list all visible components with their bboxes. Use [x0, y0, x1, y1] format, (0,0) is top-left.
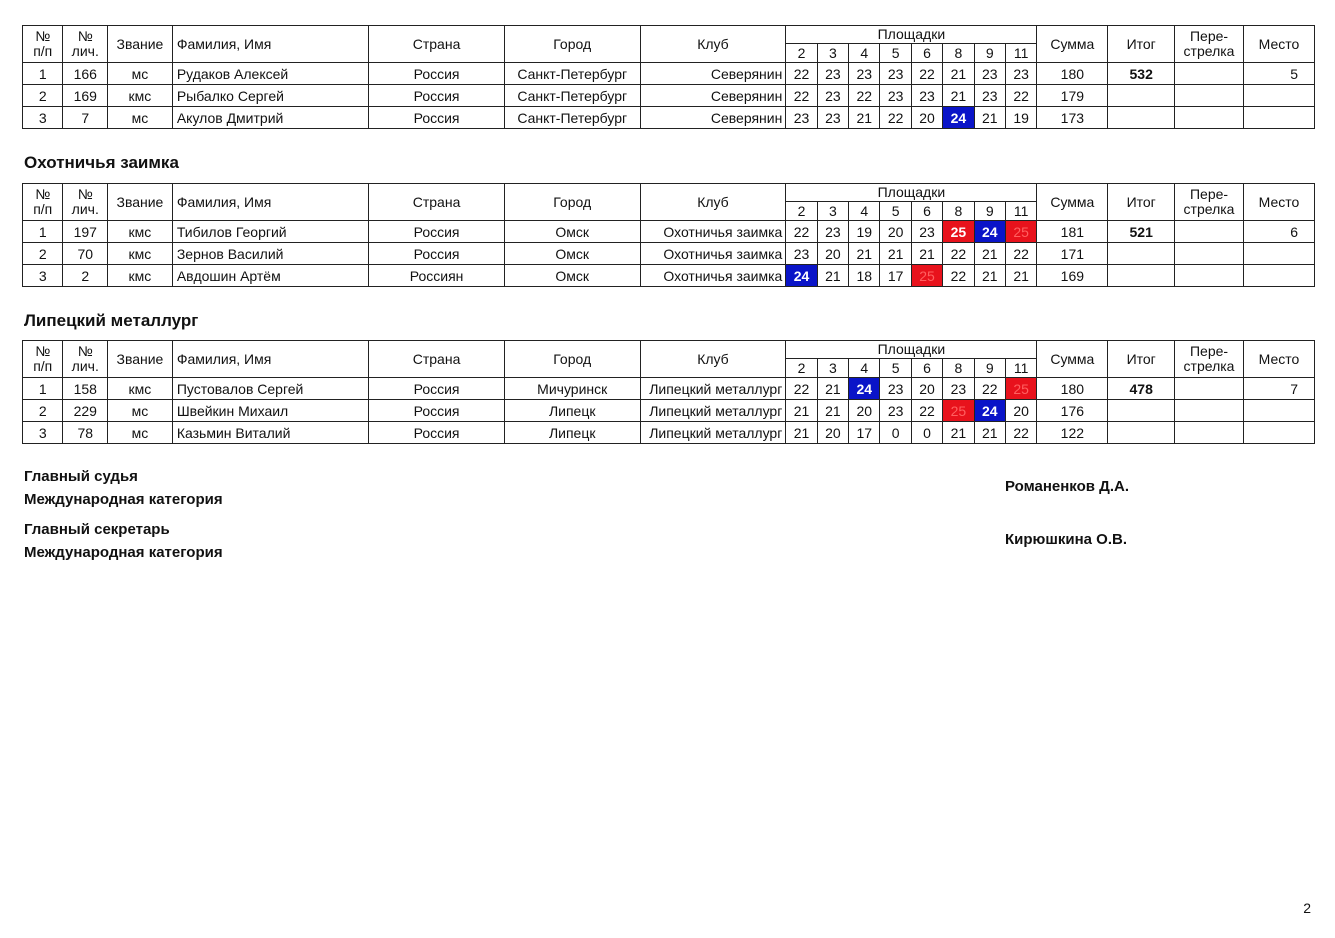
row-name: Пустовалов Сергей — [172, 378, 368, 400]
row-city: Омск — [504, 265, 640, 287]
score-cell: 19 — [849, 221, 880, 243]
table-row — [23, 63, 1315, 85]
row-shootoff — [1175, 221, 1244, 243]
table-row — [23, 265, 1315, 287]
row-sum: 180 — [1037, 378, 1108, 400]
row-total — [1108, 107, 1175, 129]
score-cell: 21 — [974, 107, 1005, 129]
score-cell: 22 — [786, 378, 817, 400]
results-table — [22, 25, 1315, 129]
row-place — [1243, 107, 1314, 129]
score-cell: 23 — [880, 378, 911, 400]
area-number: 3 — [817, 44, 848, 63]
area-number: 11 — [1005, 359, 1036, 378]
area-number: 9 — [974, 202, 1005, 221]
score-cell: 22 — [911, 63, 942, 85]
row-shootoff — [1175, 265, 1244, 287]
header-row — [23, 26, 1315, 44]
row-sum: 181 — [1037, 221, 1108, 243]
area-number: 3 — [817, 202, 848, 221]
judge-title: Главный судья — [24, 468, 138, 485]
score-cell: 22 — [849, 85, 880, 107]
row-club: Липецкий металлург — [640, 378, 786, 400]
page-number: 2 — [1303, 900, 1311, 916]
header-shootoff: Пере- стрелка — [1175, 26, 1244, 63]
row-city: Санкт-Петербург — [504, 85, 640, 107]
score-cell: 20 — [1005, 400, 1036, 422]
row-shootoff — [1175, 243, 1244, 265]
row-license: 78 — [63, 422, 108, 444]
score-cell: 21 — [974, 265, 1005, 287]
row-num: 1 — [23, 378, 63, 400]
row-name: Зернов Василий — [172, 243, 368, 265]
judge-name: Романенков Д.А. — [1005, 478, 1130, 495]
header-country: Страна — [369, 341, 505, 378]
header-name: Фамилия, Имя — [172, 26, 368, 63]
row-total — [1108, 422, 1175, 444]
row-rank: мс — [108, 107, 173, 129]
row-place — [1243, 85, 1314, 107]
score-cell: 22 — [911, 400, 942, 422]
row-license: 166 — [63, 63, 108, 85]
row-sum: 176 — [1037, 400, 1108, 422]
score-cell: 20 — [880, 221, 911, 243]
row-place: 6 — [1243, 221, 1314, 243]
header-sum: Сумма — [1037, 26, 1108, 63]
score-cell: 23 — [880, 63, 911, 85]
score-cell: 23 — [817, 107, 848, 129]
score-cell: 22 — [943, 265, 974, 287]
score-cell: 21 — [786, 422, 817, 444]
row-license: 169 — [63, 85, 108, 107]
row-shootoff — [1175, 107, 1244, 129]
row-num: 2 — [23, 243, 63, 265]
score-cell: 25 — [943, 221, 974, 243]
header-name: Фамилия, Имя — [172, 184, 368, 221]
row-license: 197 — [63, 221, 108, 243]
area-number: 2 — [786, 44, 817, 63]
secretary-title: Главный секретарь — [24, 521, 170, 538]
header-rank: Звание — [108, 341, 173, 378]
score-cell: 21 — [943, 422, 974, 444]
row-num: 2 — [23, 85, 63, 107]
row-name: Тибилов Георгий — [172, 221, 368, 243]
row-club: Охотничья заимка — [640, 221, 786, 243]
row-place — [1243, 400, 1314, 422]
header-areas: Площадки — [786, 26, 1037, 44]
header-sum: Сумма — [1037, 341, 1108, 378]
header-num: № п/п — [23, 184, 63, 221]
score-cell: 25 — [1005, 378, 1036, 400]
row-club: Охотничья заимка — [640, 243, 786, 265]
row-license: 2 — [63, 265, 108, 287]
header-total: Итог — [1108, 184, 1175, 221]
header-total: Итог — [1108, 26, 1175, 63]
score-cell: 21 — [974, 422, 1005, 444]
area-number: 5 — [880, 359, 911, 378]
score-cell: 18 — [849, 265, 880, 287]
header-club: Клуб — [640, 341, 786, 378]
score-cell: 22 — [1005, 422, 1036, 444]
score-cell: 0 — [880, 422, 911, 444]
score-cell: 22 — [943, 243, 974, 265]
header-club: Клуб — [640, 26, 786, 63]
secretary-category: Международная категория — [24, 544, 223, 561]
row-license: 229 — [63, 400, 108, 422]
row-rank: мс — [108, 422, 173, 444]
row-sum: 169 — [1037, 265, 1108, 287]
row-rank: кмс — [108, 265, 173, 287]
row-name: Рудаков Алексей — [172, 63, 368, 85]
row-shootoff — [1175, 422, 1244, 444]
score-cell: 23 — [849, 63, 880, 85]
results-table — [22, 340, 1315, 444]
team-table-1 — [22, 25, 1315, 129]
row-rank: кмс — [108, 378, 173, 400]
row-city: Липецк — [504, 422, 640, 444]
header-rank: Звание — [108, 184, 173, 221]
score-cell: 21 — [943, 63, 974, 85]
score-cell: 22 — [786, 85, 817, 107]
row-place — [1243, 243, 1314, 265]
score-cell: 17 — [849, 422, 880, 444]
table-row — [23, 85, 1315, 107]
score-cell: 23 — [911, 221, 942, 243]
area-number: 4 — [849, 202, 880, 221]
area-number: 2 — [786, 202, 817, 221]
row-club: Северянин — [640, 63, 786, 85]
score-cell: 22 — [786, 221, 817, 243]
team-table-3 — [22, 340, 1315, 444]
row-club: Северянин — [640, 107, 786, 129]
row-shootoff — [1175, 85, 1244, 107]
area-number: 6 — [911, 44, 942, 63]
header-lic: № лич. — [63, 341, 108, 378]
row-rank: мс — [108, 400, 173, 422]
row-num: 1 — [23, 221, 63, 243]
area-number: 2 — [786, 359, 817, 378]
score-cell: 21 — [849, 243, 880, 265]
score-cell: 24 — [786, 265, 817, 287]
row-club: Охотничья заимка — [640, 265, 786, 287]
header-club: Клуб — [640, 184, 786, 221]
score-cell: 19 — [1005, 107, 1036, 129]
row-name: Казьмин Виталий — [172, 422, 368, 444]
header-num: № п/п — [23, 341, 63, 378]
table-row — [23, 107, 1315, 129]
score-cell: 20 — [849, 400, 880, 422]
score-cell: 17 — [880, 265, 911, 287]
area-number: 5 — [880, 202, 911, 221]
row-club: Северянин — [640, 85, 786, 107]
score-cell: 21 — [817, 400, 848, 422]
area-number: 8 — [943, 44, 974, 63]
score-cell: 23 — [943, 378, 974, 400]
row-num: 3 — [23, 107, 63, 129]
area-number: 11 — [1005, 44, 1036, 63]
score-cell: 21 — [880, 243, 911, 265]
header-areas: Площадки — [786, 341, 1037, 359]
row-place: 5 — [1243, 63, 1314, 85]
row-country: Россия — [369, 221, 505, 243]
score-cell: 21 — [817, 378, 848, 400]
header-sum: Сумма — [1037, 184, 1108, 221]
score-cell: 25 — [911, 265, 942, 287]
table-row — [23, 400, 1315, 422]
row-country: Россия — [369, 85, 505, 107]
score-cell: 23 — [1005, 63, 1036, 85]
row-total — [1108, 400, 1175, 422]
row-num: 2 — [23, 400, 63, 422]
row-club: Липецкий металлург — [640, 422, 786, 444]
row-name: Авдошин Артём — [172, 265, 368, 287]
header-lic: № лич. — [63, 184, 108, 221]
row-rank: мс — [108, 63, 173, 85]
area-number: 8 — [943, 202, 974, 221]
score-cell: 23 — [817, 221, 848, 243]
score-cell: 25 — [1005, 221, 1036, 243]
header-city: Город — [504, 26, 640, 63]
score-cell: 0 — [911, 422, 942, 444]
row-sum: 180 — [1037, 63, 1108, 85]
row-country: Россия — [369, 63, 505, 85]
header-row — [23, 184, 1315, 202]
row-total — [1108, 243, 1175, 265]
header-country: Страна — [369, 184, 505, 221]
score-cell: 20 — [817, 422, 848, 444]
row-sum: 179 — [1037, 85, 1108, 107]
team-title-3: Липецкий металлург — [24, 311, 199, 330]
row-total — [1108, 265, 1175, 287]
header-place: Место — [1243, 26, 1314, 63]
score-cell: 21 — [817, 265, 848, 287]
row-total: 532 — [1108, 63, 1175, 85]
header-city: Город — [504, 184, 640, 221]
score-cell: 22 — [786, 63, 817, 85]
row-place — [1243, 265, 1314, 287]
score-cell: 21 — [786, 400, 817, 422]
area-number: 4 — [849, 359, 880, 378]
row-shootoff — [1175, 63, 1244, 85]
header-row — [23, 341, 1315, 359]
score-cell: 23 — [880, 85, 911, 107]
header-name: Фамилия, Имя — [172, 341, 368, 378]
table-row — [23, 221, 1315, 243]
row-license: 158 — [63, 378, 108, 400]
row-city: Омск — [504, 243, 640, 265]
header-place: Место — [1243, 341, 1314, 378]
header-num: № п/п — [23, 26, 63, 63]
area-number: 6 — [911, 202, 942, 221]
score-cell: 22 — [1005, 243, 1036, 265]
table-row — [23, 378, 1315, 400]
row-country: Россия — [369, 243, 505, 265]
table-row — [23, 243, 1315, 265]
score-cell: 25 — [943, 400, 974, 422]
score-cell: 23 — [974, 85, 1005, 107]
score-cell: 21 — [974, 243, 1005, 265]
header-country: Страна — [369, 26, 505, 63]
score-cell: 23 — [911, 85, 942, 107]
score-cell: 23 — [786, 243, 817, 265]
area-number: 6 — [911, 359, 942, 378]
row-rank: кмс — [108, 221, 173, 243]
area-number: 9 — [974, 359, 1005, 378]
row-rank: кмс — [108, 243, 173, 265]
judge-category: Международная категория — [24, 491, 223, 508]
score-cell: 21 — [943, 85, 974, 107]
row-country: Россия — [369, 378, 505, 400]
row-license: 70 — [63, 243, 108, 265]
score-cell: 23 — [817, 63, 848, 85]
row-license: 7 — [63, 107, 108, 129]
row-place: 7 — [1243, 378, 1314, 400]
header-city: Город — [504, 341, 640, 378]
area-number: 3 — [817, 359, 848, 378]
header-areas: Площадки — [786, 184, 1037, 202]
score-cell: 22 — [1005, 85, 1036, 107]
table-row — [23, 422, 1315, 444]
score-cell: 22 — [880, 107, 911, 129]
team-title-2: Охотничья заимка — [24, 153, 179, 172]
score-cell: 22 — [974, 378, 1005, 400]
row-name: Рыбалко Сергей — [172, 85, 368, 107]
score-cell: 20 — [911, 107, 942, 129]
score-cell: 21 — [1005, 265, 1036, 287]
row-sum: 171 — [1037, 243, 1108, 265]
header-shootoff: Пере- стрелка — [1175, 184, 1244, 221]
score-cell: 24 — [974, 221, 1005, 243]
row-country: Россия — [369, 107, 505, 129]
row-sum: 122 — [1037, 422, 1108, 444]
row-city: Омск — [504, 221, 640, 243]
row-city: Липецк — [504, 400, 640, 422]
score-cell: 23 — [817, 85, 848, 107]
row-num: 3 — [23, 265, 63, 287]
row-country: Россия — [369, 422, 505, 444]
score-cell: 21 — [911, 243, 942, 265]
secretary-name: Кирюшкина О.В. — [1005, 531, 1127, 548]
row-country: Россия — [369, 400, 505, 422]
score-cell: 24 — [849, 378, 880, 400]
header-shootoff: Пере- стрелка — [1175, 341, 1244, 378]
row-sum: 173 — [1037, 107, 1108, 129]
score-cell: 24 — [974, 400, 1005, 422]
row-country: Россиян — [369, 265, 505, 287]
score-cell: 20 — [817, 243, 848, 265]
row-total: 478 — [1108, 378, 1175, 400]
row-place — [1243, 422, 1314, 444]
score-cell: 23 — [880, 400, 911, 422]
row-city: Санкт-Петербург — [504, 107, 640, 129]
row-city: Санкт-Петербург — [504, 63, 640, 85]
row-name: Акулов Дмитрий — [172, 107, 368, 129]
row-club: Липецкий металлург — [640, 400, 786, 422]
row-total: 521 — [1108, 221, 1175, 243]
score-cell: 23 — [974, 63, 1005, 85]
area-number: 5 — [880, 44, 911, 63]
header-total: Итог — [1108, 341, 1175, 378]
header-lic: № лич. — [63, 26, 108, 63]
team-table-2 — [22, 183, 1315, 287]
row-shootoff — [1175, 378, 1244, 400]
row-num: 1 — [23, 63, 63, 85]
row-rank: кмс — [108, 85, 173, 107]
area-number: 11 — [1005, 202, 1036, 221]
row-city: Мичуринск — [504, 378, 640, 400]
header-rank: Звание — [108, 26, 173, 63]
area-number: 4 — [849, 44, 880, 63]
row-total — [1108, 85, 1175, 107]
score-cell: 20 — [911, 378, 942, 400]
results-table — [22, 183, 1315, 287]
row-shootoff — [1175, 400, 1244, 422]
score-cell: 24 — [943, 107, 974, 129]
header-place: Место — [1243, 184, 1314, 221]
row-num: 3 — [23, 422, 63, 444]
area-number: 8 — [943, 359, 974, 378]
score-cell: 23 — [786, 107, 817, 129]
area-number: 9 — [974, 44, 1005, 63]
row-name: Швейкин Михаил — [172, 400, 368, 422]
score-cell: 21 — [849, 107, 880, 129]
